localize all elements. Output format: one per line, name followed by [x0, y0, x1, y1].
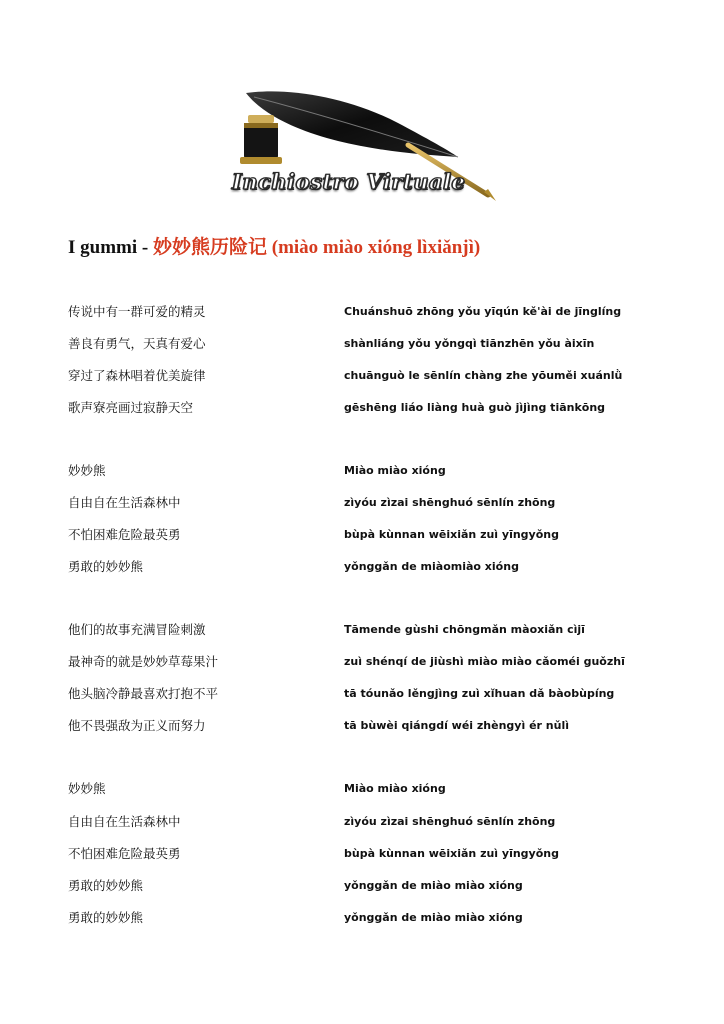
pinyin-text: Miào miào xióng [344, 464, 446, 477]
lyric-line [0, 684, 724, 704]
pinyin-text: tā bùwèi qiángdí wéi zhèngyì ér nǔlì [344, 719, 569, 732]
logo [218, 85, 500, 215]
lyric-line [0, 620, 724, 640]
chinese-text: 自由自在生活森林中 [68, 495, 181, 510]
lyric-line [0, 302, 724, 322]
page-title [68, 232, 480, 259]
lyric-line [0, 908, 724, 928]
lyric-line [0, 779, 724, 799]
lyric-line [0, 844, 724, 864]
title-chinese: 妙妙熊历险记 [152, 237, 267, 258]
lyric-line [0, 334, 724, 354]
lyric-line [0, 493, 724, 513]
chinese-text: 最神奇的就是妙妙草莓果汁 [68, 654, 219, 669]
chinese-text: 勇敢的妙妙熊 [68, 910, 144, 925]
chinese-text: 穿过了森林唱着优美旋律 [68, 368, 206, 383]
pinyin-text: bùpà kùnnan wēixiǎn zuì yīngyǒng [344, 528, 559, 541]
pinyin-text: zìyóu zìzai shēnghuó sēnlín zhōng [344, 496, 556, 509]
pinyin-text: tā tóunǎo lěngjìng zuì xǐhuan dǎ bàobùpíng [344, 687, 615, 700]
logo-text: Inchiostro Virtuale [232, 169, 466, 194]
lyric-line [0, 398, 724, 418]
chinese-text: 自由自在生活森林中 [68, 814, 181, 829]
chinese-text: 他头脑冷静最喜欢打抱不平 [68, 686, 219, 701]
pinyin-text: Miào miào xióng [344, 782, 446, 795]
chinese-text: 勇敢的妙妙熊 [68, 878, 144, 893]
pinyin-text: yǒnggǎn de miào miào xióng [344, 911, 523, 924]
pinyin-text: shànliáng yǒu yǒngqì tiānzhēn yǒu àixīn [344, 337, 595, 350]
quill-inkwell-icon [218, 85, 500, 215]
pinyin-text: yǒnggǎn de miàomiào xióng [344, 560, 519, 573]
chinese-text: 不怕困难危险最英勇 [68, 846, 181, 861]
chinese-text: 传说中有一群可爱的精灵 [68, 304, 206, 319]
lyric-line [0, 525, 724, 545]
chinese-text: 妙妙熊 [68, 463, 106, 478]
pinyin-text: chuānguò le sēnlín chàng zhe yōuměi xuánlǜ [344, 369, 623, 382]
lyric-line [0, 652, 724, 672]
chinese-text: 他们的故事充满冒险刺激 [68, 622, 206, 637]
title-prefix: I gummi - [68, 237, 153, 258]
pinyin-text: zìyóu zìzai shēnghuó sēnlín zhōng [344, 815, 556, 828]
chinese-text: 善良有勇气，天真有爱心 [68, 336, 206, 351]
chinese-text: 勇敢的妙妙熊 [68, 559, 144, 574]
chinese-text: 不怕困难危险最英勇 [68, 527, 181, 542]
lyric-line [0, 366, 724, 386]
lyric-line [0, 876, 724, 896]
title-pinyin: (miào miào xióng lìxiǎnjì) [271, 237, 481, 258]
chinese-text: 妙妙熊 [68, 781, 106, 796]
pinyin-text: bùpà kùnnan wēixiǎn zuì yīngyǒng [344, 847, 559, 860]
chinese-text: 歌声寮亮画过寂静天空 [68, 400, 194, 415]
pinyin-text: gēshēng liáo liàng huà guò jìjìng tiānkōng [344, 401, 606, 414]
chinese-text: 他不畏强敌为正义而努力 [68, 718, 206, 733]
pinyin-text: zuì shénqí de jiùshì miào miào cǎoméi guǒzhī [344, 655, 625, 668]
pinyin-text: Chuánshuō zhōng yǒu yīqún kě'ài de jīnglíng [344, 305, 622, 318]
lyric-line [0, 461, 724, 481]
pinyin-text: Tāmende gùshi chōngmǎn màoxiǎn cìjī [344, 623, 585, 636]
lyric-line [0, 716, 724, 736]
lyric-line [0, 557, 724, 577]
lyric-line [0, 812, 724, 832]
pinyin-text: yǒnggǎn de miào miào xióng [344, 879, 523, 892]
